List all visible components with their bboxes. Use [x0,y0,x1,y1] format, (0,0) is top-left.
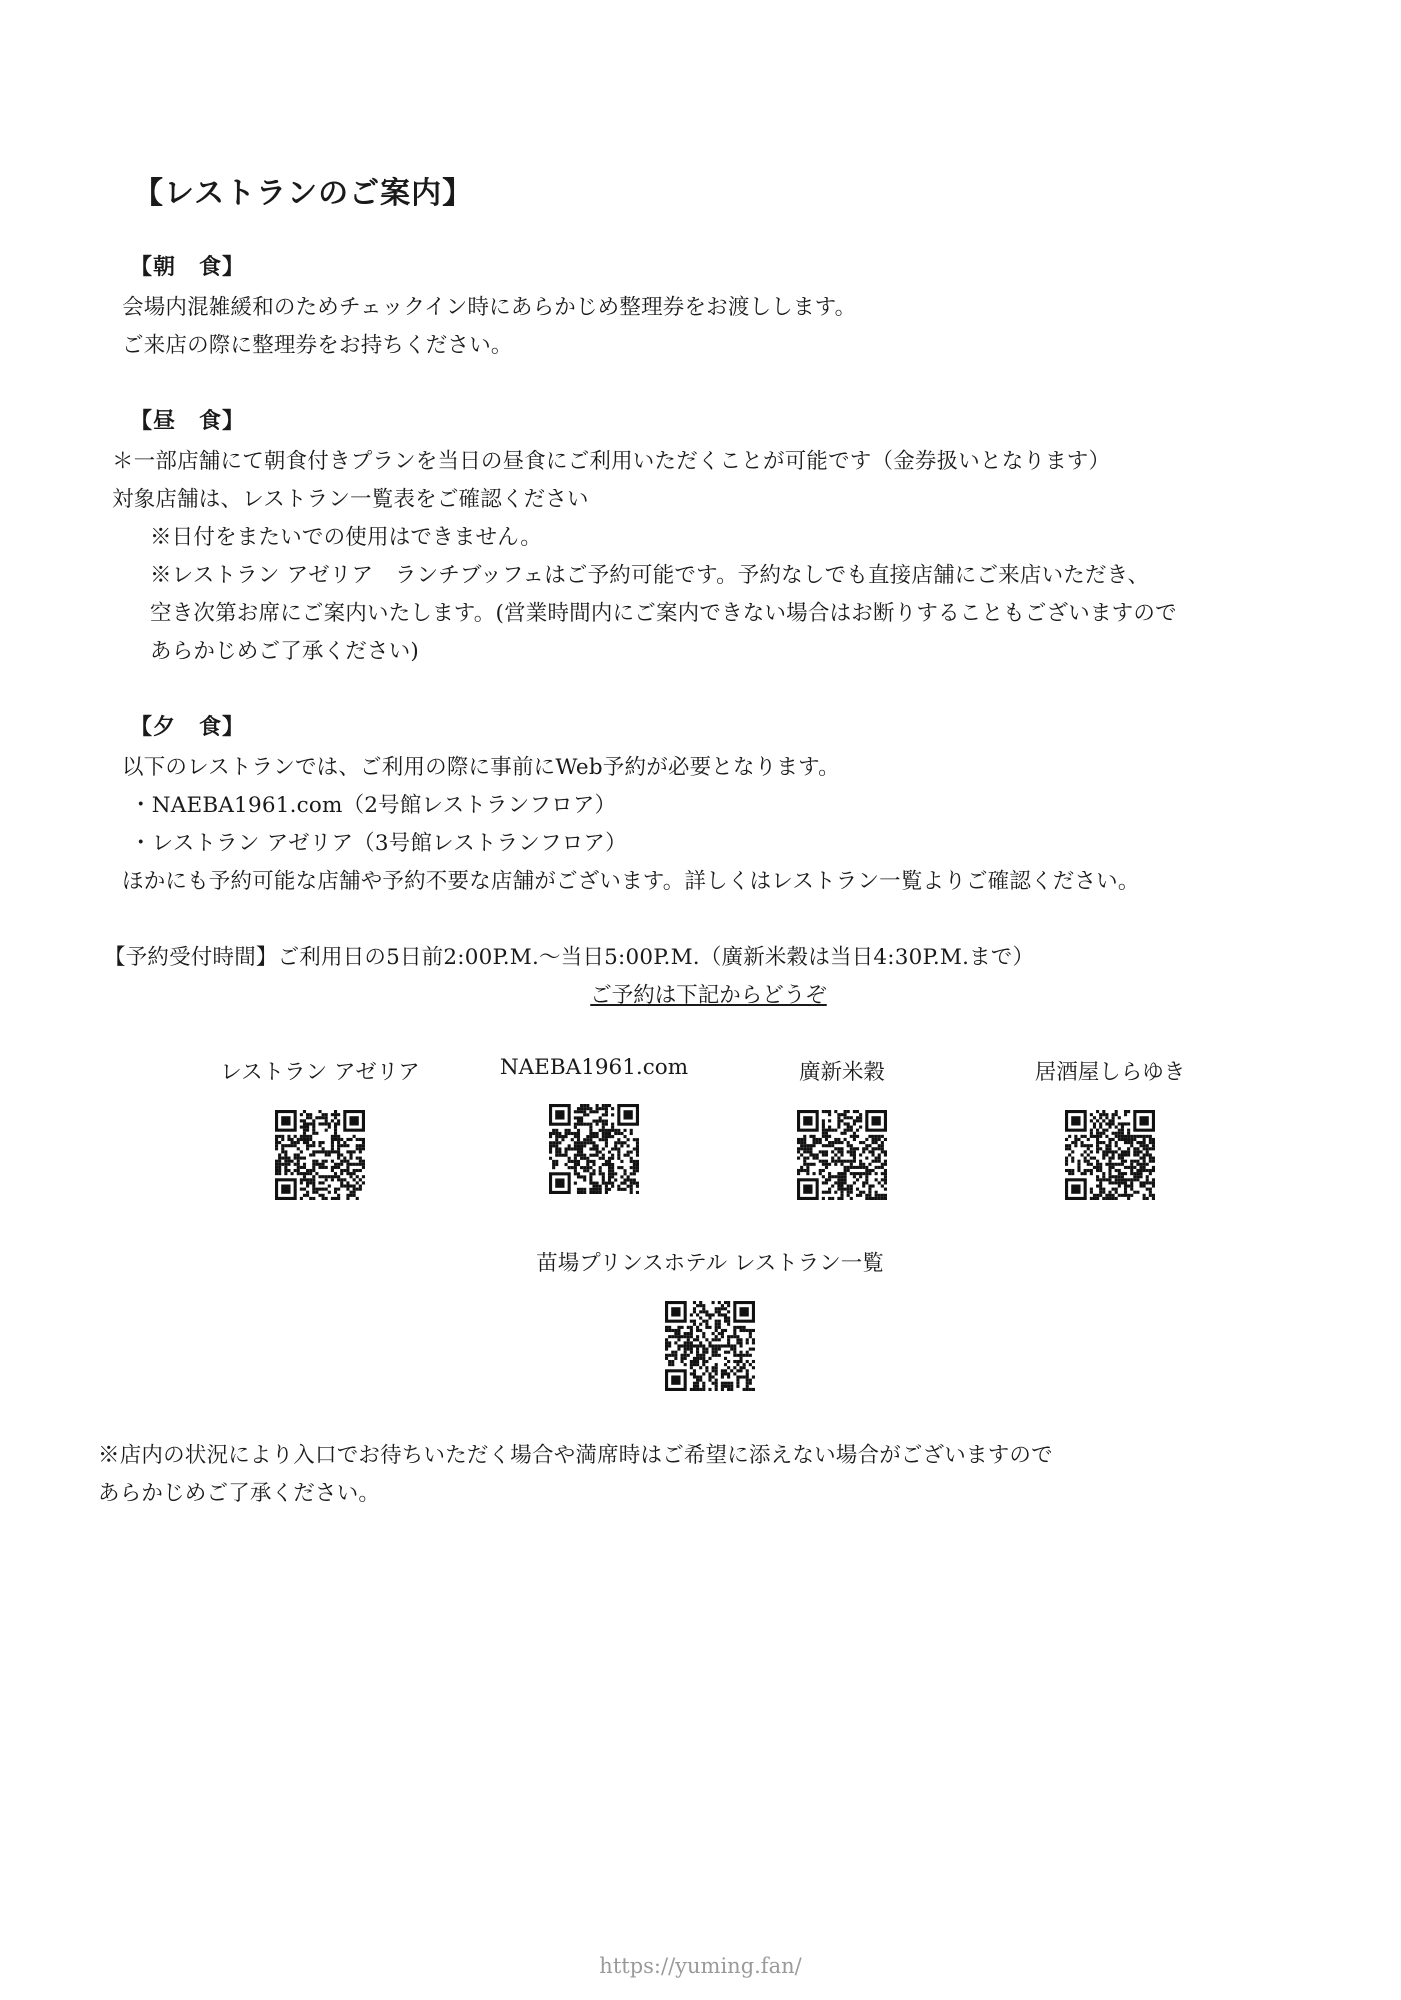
dinner-line-3: ・レストラン アゼリア（3号館レストランフロア） [130,831,627,856]
lunch-line-3: ※日付をまたいでの使用はできません。 [150,525,542,550]
dinner-line-2: ・NAEBA1961.com（2号館レストランフロア） [130,793,617,818]
qr-code-icon[interactable] [665,1301,755,1391]
watermark-url: https://yuming.fan/ [599,1954,802,1978]
reservation-prompt[interactable]: ご予約は下記からどうぞ [590,983,827,1008]
qr-item-naeba1961[interactable] [474,1055,714,1194]
qr-code-icon[interactable] [797,1110,887,1200]
reservation-hours: 【予約受付時間】ご利用日の5日前2:00P.M.～当日5:00P.M.（廣新米穀は当日4:30P.M.まで） [104,945,1035,970]
breakfast-heading: 【朝 食】 [130,254,246,280]
qr-code-icon[interactable] [549,1104,639,1194]
qr-label: レストラン アゼリア [220,1060,420,1085]
lunch-line-4: ※レストラン アゼリア ランチブッフェはご予約可能です。予約なしでも直接店舗にご来店いただき、 [150,563,1150,588]
qr-item-restaurant-list[interactable] [536,1246,884,1391]
qr-code-icon[interactable] [1065,1110,1155,1200]
dinner-heading: 【夕 食】 [130,714,246,740]
qr-item-koushinbeikoku[interactable] [722,1055,962,1200]
qr-item-shirayuki[interactable] [990,1055,1230,1200]
breakfast-line-2: ご来店の際に整理券をお持ちください。 [122,333,513,358]
page-title: 【レストランのご案内】 [133,176,474,211]
qr-label: 苗場プリンスホテル レストラン一覧 [536,1251,884,1276]
lunch-line-5: 空き次第お席にご案内いたします。(営業時間内にご案内できない場合はお断りすることもございますので [150,601,1177,626]
lunch-line-6: あらかじめご了承ください) [150,639,419,664]
note-line-2: あらかじめご了承ください。 [98,1481,381,1506]
note-line-1: ※店内の状況により入口でお待ちいただく場合や満席時はご希望に添えない場合がございますので [98,1443,1053,1468]
lunch-heading: 【昼 食】 [130,408,246,434]
qr-label: 廣新米穀 [798,1060,885,1085]
dinner-line-4: ほかにも予約可能な店舗や予約不要な店舗がございます。詳しくはレストラン一覧よりご確認ください。 [122,869,1140,894]
qr-label: NAEBA1961.com [499,1055,689,1080]
breakfast-line-1: 会場内混雑緩和のためチェックイン時にあらかじめ整理券をお渡しします。 [122,295,857,320]
qr-code-icon[interactable] [275,1110,365,1200]
lunch-line-1: ＊一部店舗にて朝食付きプランを当日の昼食にご利用いただくことが可能です（金券扱いとなります） [112,449,1111,474]
lunch-line-2: 対象店舗は、レストラン一覧表をご確認ください [112,487,589,512]
qr-item-azeria[interactable] [200,1055,440,1200]
qr-label: 居酒屋しらゆき [1034,1060,1186,1085]
dinner-line-1: 以下のレストランでは、ご利用の際に事前にWeb予約が必要となります。 [122,755,840,780]
